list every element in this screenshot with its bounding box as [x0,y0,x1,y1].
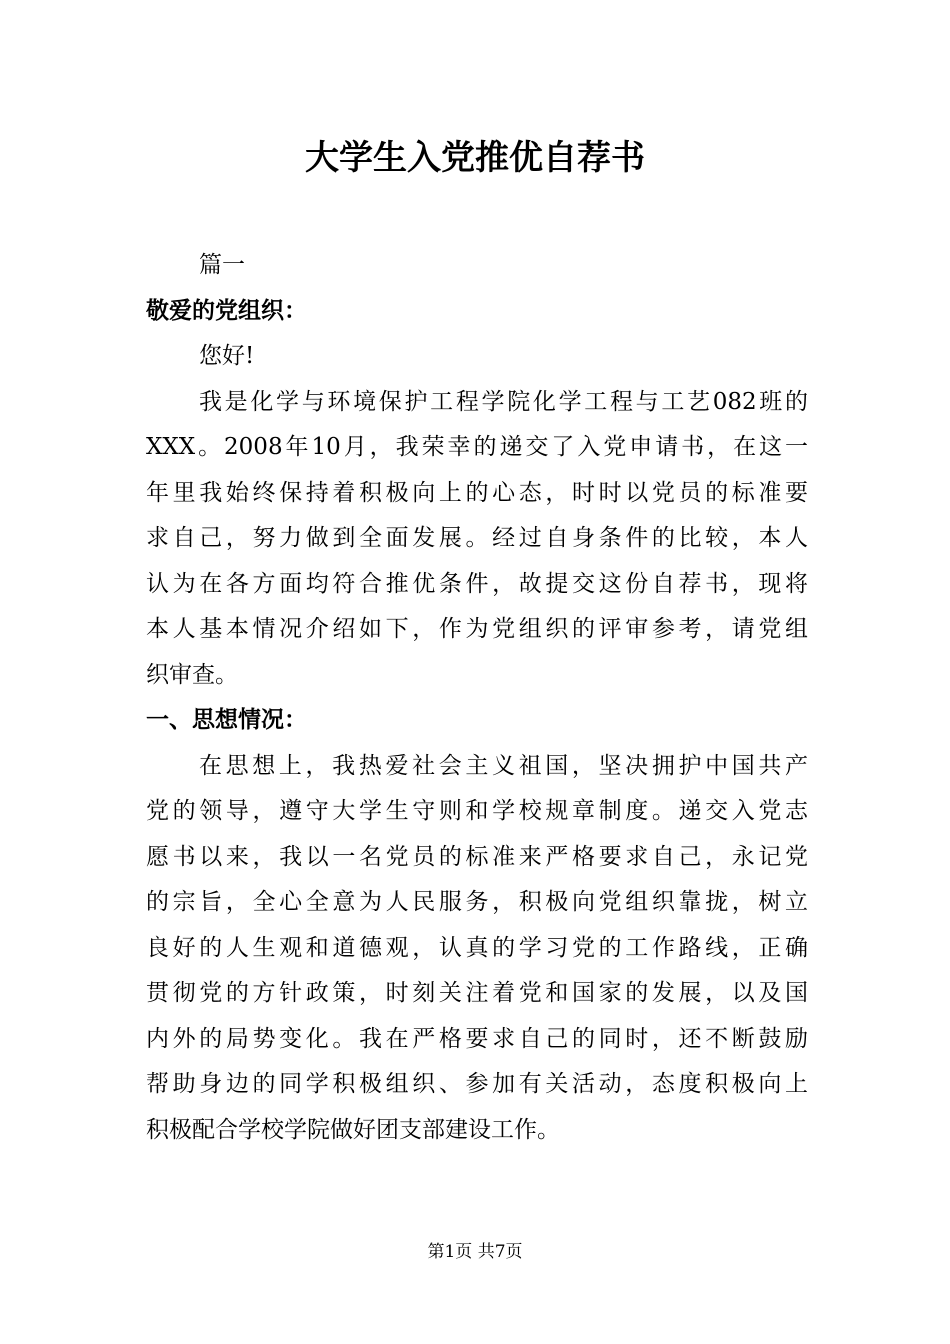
paragraph-line: 织审查。 [146,661,238,688]
page-footer: 第1页 共7页 [427,1242,523,1262]
paragraph-line: 积极配合学校学院做好团支部建设工作。 [146,1116,560,1143]
paragraph-line: 我是化学与环境保护工程学院化学工程与工艺082班的 [199,388,808,415]
paragraph-line: 良好的人生观和道德观，认真的学习党的工作路线，正确 [146,934,808,961]
document-title: 大学生入党推优自荐书 [305,138,645,178]
paragraph-line: 帮助身边的同学积极组织、参加有关活动，态度积极向上 [146,1071,808,1097]
paragraph-line: 内外的局势变化。我在严格要求自己的同时，还不断鼓励 [146,1025,808,1052]
document-body [146,243,808,1153]
paragraph-line: 求自己，努力做到全面发展。经过自身条件的比较，本人 [146,525,808,551]
section-label: 篇一 [199,252,245,278]
paragraph-line: 年里我始终保持着积极向上的心态，时时以党员的标准要 [146,479,808,506]
paragraph-line: XXX。2008年10月，我荣幸的递交了入党申请书，在这一 [146,434,808,460]
paragraph-line: 本人基本情况介绍如下，作为党组织的评审参考，请党组 [146,616,808,642]
salutation: 敬爱的党组织： [146,297,307,324]
paragraph-line: 党的领导，遵守大学生守则和学校规章制度。递交入党志 [146,798,808,824]
paragraph-line: 愿书以来，我以一名党员的标准来严格要求自己，永记党 [146,843,808,870]
paragraph-line: 在思想上，我热爱社会主义祖国，坚决拥护中国共产 [199,752,808,779]
paragraph-line: 的宗旨，全心全意为人民服务，积极向党组织靠拢，树立 [146,889,808,915]
paragraph-line: 贯彻党的方针政策，时刻关注着党和国家的发展，以及国 [146,980,808,1006]
greeting: 您好! [199,343,255,369]
paragraph-line: 认为在各方面均符合推优条件，故提交这份自荐书，现将 [146,570,808,597]
section-heading: 一、思想情况： [146,707,307,733]
